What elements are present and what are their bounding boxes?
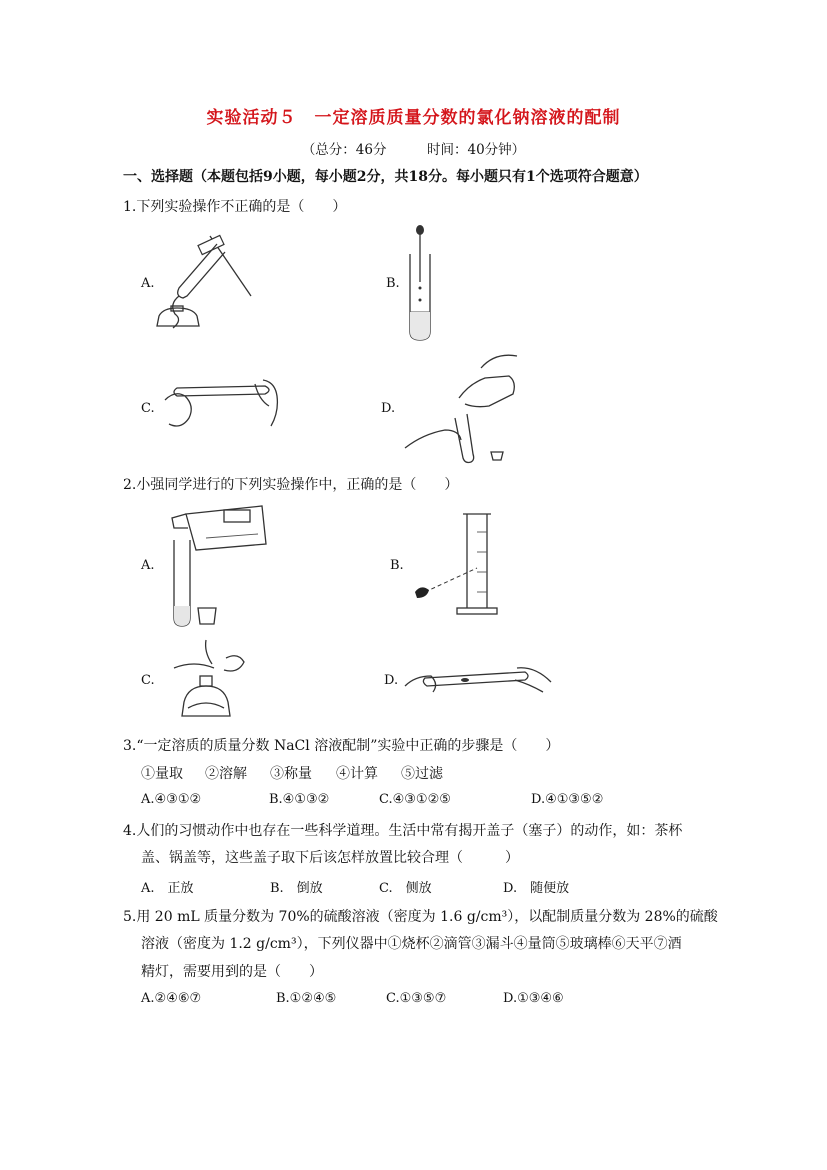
- graduated-cylinder-figure: [405, 512, 505, 618]
- q3-option-b: B.④①③②: [269, 792, 330, 807]
- alcohol-lamp-figure: [164, 638, 264, 728]
- exam-info: （总分：46分 时间：40分钟）: [301, 142, 526, 158]
- q3-stem: 3.“一定溶质的质量分数 NaCl 溶液配制”实验中正确的步骤是（ ）: [123, 738, 560, 754]
- q3-step-1: ①量取: [141, 766, 183, 782]
- q4-option-a: A. 正放: [141, 881, 194, 896]
- q2-stem: 2.小强同学进行的下列实验操作中，正确的是（ ）: [123, 477, 459, 493]
- q3-step-3: ③称量: [270, 766, 312, 782]
- q4-option-b: B. 倒放: [270, 881, 323, 896]
- bottle-pouring-figure: [166, 500, 274, 630]
- q5-line-1: 5.用 20 mL 质量分数为 70%的硫酸溶液（密度为 1.6 g/cm³），以配制质量分数为 28%的硫酸: [123, 909, 718, 925]
- q5-option-c: C.①③⑤⑦: [386, 991, 447, 1006]
- q5-option-b: B.①②④⑤: [276, 991, 337, 1006]
- q1-label-c: C.: [141, 401, 155, 416]
- q1-label-a: A.: [141, 276, 155, 291]
- q3-step-5: ⑤过滤: [401, 766, 443, 782]
- q2-label-d: D.: [384, 673, 399, 688]
- q5-line-3: 精灯，需要用到的是（ ）: [141, 964, 323, 980]
- q1-label-b: B.: [386, 276, 400, 291]
- q5-option-a: A.②④⑥⑦: [141, 991, 202, 1006]
- tube-hands-figure: [405, 662, 555, 702]
- q3-option-a: A.④③①②: [141, 792, 202, 807]
- section-heading: 一、选择题（本题包括9小题，每小题2分，共18分。每小题只有1个选项符合题意）: [123, 169, 648, 185]
- q1-label-d: D.: [381, 401, 396, 416]
- q3-step-2: ②溶解: [205, 766, 247, 782]
- q2-label-a: A.: [141, 558, 155, 573]
- page-title: 实验活动５ 一定溶质质量分数的氯化钠溶液的配制: [206, 108, 621, 128]
- q1-stem: 1.下列实验操作不正确的是（ ）: [123, 199, 347, 215]
- q5-option-d: D.①③④⑥: [503, 991, 564, 1006]
- q4-line-1: 4.人们的习惯动作中也存在一些科学道理。生活中常有揭开盖子（塞子）的动作，如：茶杯: [123, 823, 683, 839]
- q2-label-c: C.: [141, 673, 155, 688]
- q3-option-d: D.④①③⑤②: [531, 792, 604, 807]
- q4-line-2: 盖、锅盖等，这些盖子取下后该怎样放置比较合理（ ）: [141, 850, 519, 866]
- q4-option-c: C. 侧放: [379, 881, 432, 896]
- q5-line-2: 溶液（密度为 1.2 g/cm³），下列仪器中①烧杯②滴管③漏斗④量筒⑤玻璃棒⑥天平⑦酒: [141, 936, 682, 952]
- dropper-figure: [405, 224, 435, 342]
- pouring-reagent-figure: [405, 348, 525, 468]
- heating-test-tube-figure: [155, 228, 260, 338]
- q3-step-4: ④计算: [336, 766, 378, 782]
- shaking-tube-figure: [165, 376, 285, 436]
- q3-option-c: C.④③①②⑤: [379, 792, 451, 807]
- q2-label-b: B.: [390, 558, 404, 573]
- q4-option-d: D. 随便放: [503, 881, 570, 896]
